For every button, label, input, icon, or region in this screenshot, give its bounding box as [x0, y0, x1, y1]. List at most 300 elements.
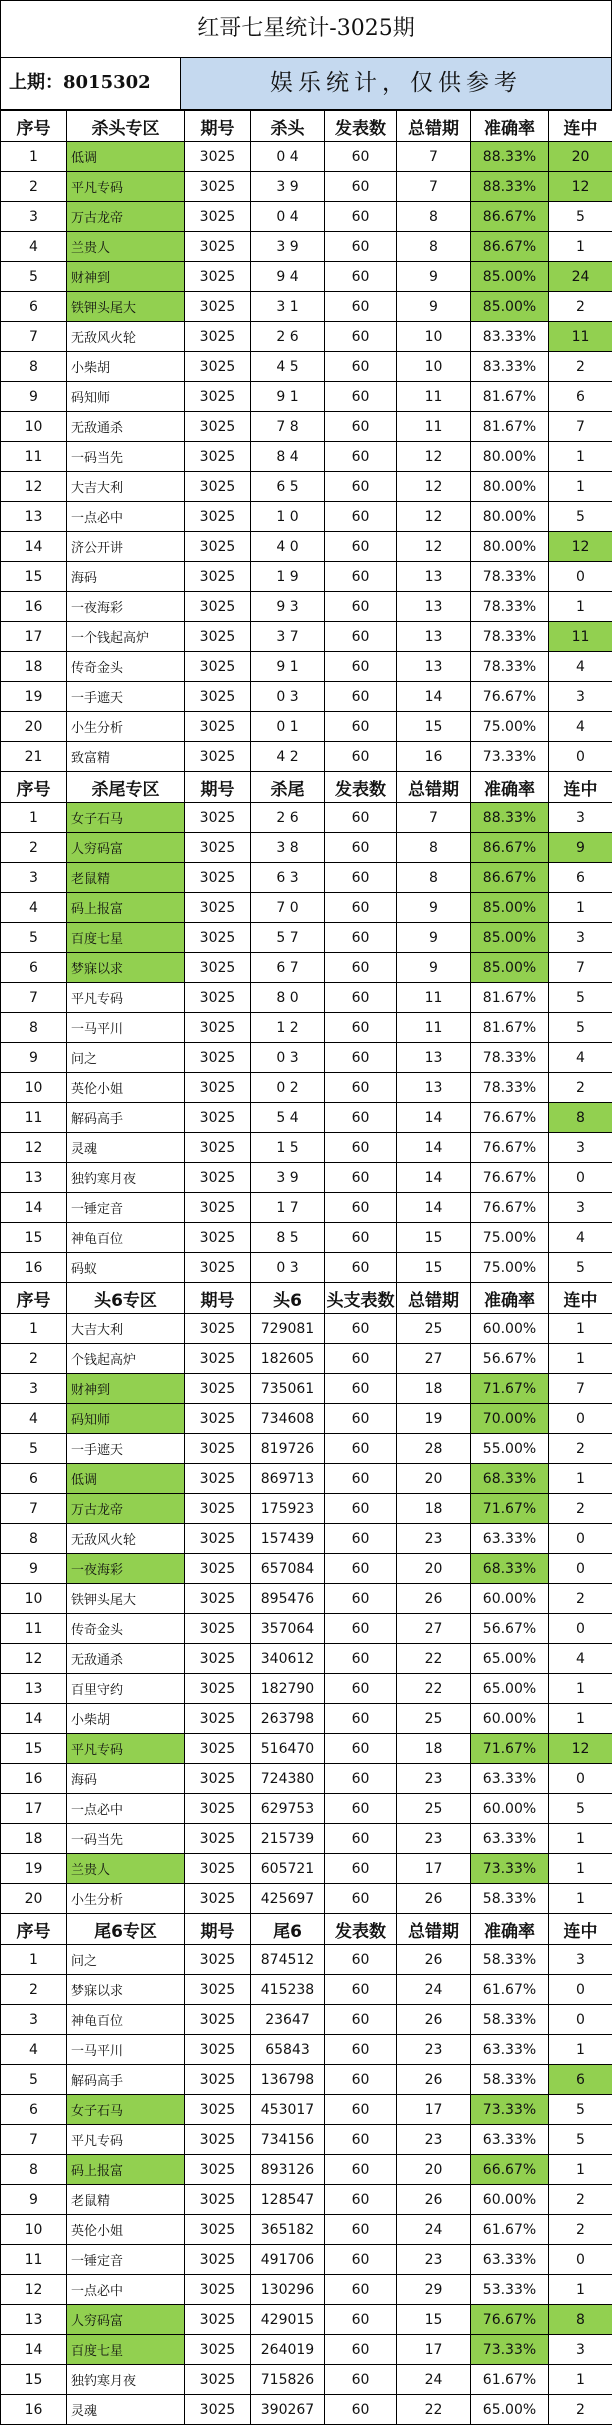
- issue-number-cell: 3025: [185, 1374, 251, 1404]
- published-count-cell: 60: [325, 803, 397, 833]
- streak-cell: 3: [549, 1133, 612, 1163]
- predicted-value-cell: 182790: [251, 1674, 325, 1704]
- streak-cell: 1: [549, 2275, 612, 2305]
- error-count-cell: 8: [397, 232, 471, 262]
- error-count-cell: 14: [397, 1163, 471, 1193]
- error-count-cell: 22: [397, 1674, 471, 1704]
- error-count-cell: 13: [397, 652, 471, 682]
- accuracy-cell: 76.67%: [471, 2305, 549, 2335]
- table-row: [1, 2335, 612, 2365]
- predicted-value-cell: 157439: [251, 1524, 325, 1554]
- accuracy-cell: 81.67%: [471, 412, 549, 442]
- table-row: [1, 1614, 612, 1644]
- predictor-name-cell: 兰贵人: [67, 232, 185, 262]
- accuracy-cell: 73.33%: [471, 2095, 549, 2125]
- streak-cell: 7: [549, 1374, 612, 1404]
- issue-number-cell: 3025: [185, 532, 251, 562]
- published-count-cell: 60: [325, 292, 397, 322]
- table-row: [1, 382, 612, 412]
- stats-table-body: [1, 111, 612, 2425]
- predictor-name-cell: 一锤定音: [67, 1193, 185, 1223]
- predictor-name-cell: 大吉大利: [67, 472, 185, 502]
- table-row: [1, 1404, 612, 1434]
- published-count-cell: 60: [325, 1524, 397, 1554]
- published-count-cell: 60: [325, 2155, 397, 2185]
- streak-cell: 20: [549, 142, 612, 172]
- accuracy-cell: 68.33%: [471, 1464, 549, 1494]
- published-count-cell: 60: [325, 712, 397, 742]
- issue-number-cell: 3025: [185, 2335, 251, 2365]
- predicted-value-cell: 175923: [251, 1494, 325, 1524]
- table-row: [1, 1975, 612, 2005]
- predictor-name-cell: 一码当先: [67, 442, 185, 472]
- table-row: [1, 1434, 612, 1464]
- published-count-cell: 60: [325, 172, 397, 202]
- accuracy-cell: 56.67%: [471, 1344, 549, 1374]
- error-count-cell: 13: [397, 1043, 471, 1073]
- error-count-cell: 7: [397, 803, 471, 833]
- error-count-cell: 26: [397, 2065, 471, 2095]
- predicted-value-cell: 215739: [251, 1824, 325, 1854]
- streak-cell: 1: [549, 472, 612, 502]
- predictor-name-cell: 英伦小姐: [67, 2215, 185, 2245]
- table-row: [1, 2185, 612, 2215]
- streak-cell: 12: [549, 172, 612, 202]
- predicted-value-cell: 869713: [251, 1464, 325, 1494]
- accuracy-cell: 61.67%: [471, 1975, 549, 2005]
- column-header: 发表数: [325, 772, 397, 803]
- issue-number-cell: 3025: [185, 142, 251, 172]
- accuracy-cell: 80.00%: [471, 532, 549, 562]
- predicted-value-cell: 0 4: [251, 142, 325, 172]
- table-row: [1, 2155, 612, 2185]
- error-count-cell: 14: [397, 682, 471, 712]
- accuracy-cell: 78.33%: [471, 1043, 549, 1073]
- streak-cell: 0: [549, 1975, 612, 2005]
- streak-cell: 0: [549, 742, 612, 772]
- column-header: 发表数: [325, 111, 397, 142]
- published-count-cell: 60: [325, 142, 397, 172]
- serial-number-cell: 11: [1, 442, 67, 472]
- streak-cell: 1: [549, 1854, 612, 1884]
- column-header: 期号: [185, 1283, 251, 1314]
- issue-number-cell: 3025: [185, 1854, 251, 1884]
- accuracy-cell: 58.33%: [471, 1884, 549, 1914]
- predicted-value-cell: 724380: [251, 1764, 325, 1794]
- issue-number-cell: 3025: [185, 1945, 251, 1975]
- streak-cell: 1: [549, 1884, 612, 1914]
- published-count-cell: 60: [325, 562, 397, 592]
- streak-cell: 3: [549, 682, 612, 712]
- serial-number-cell: 10: [1, 1584, 67, 1614]
- serial-number-cell: 2: [1, 172, 67, 202]
- error-count-cell: 10: [397, 322, 471, 352]
- streak-cell: 24: [549, 262, 612, 292]
- streak-cell: 1: [549, 1824, 612, 1854]
- predicted-value-cell: 0 2: [251, 1073, 325, 1103]
- accuracy-cell: 83.33%: [471, 322, 549, 352]
- serial-number-cell: 7: [1, 983, 67, 1013]
- column-header: 期号: [185, 111, 251, 142]
- accuracy-cell: 85.00%: [471, 923, 549, 953]
- error-count-cell: 15: [397, 1223, 471, 1253]
- accuracy-cell: 70.00%: [471, 1404, 549, 1434]
- predictor-name-cell: 老鼠精: [67, 2185, 185, 2215]
- published-count-cell: 60: [325, 2095, 397, 2125]
- predictor-name-cell: 传奇金头: [67, 652, 185, 682]
- table-row: [1, 562, 612, 592]
- column-header: 序号: [1, 1283, 67, 1314]
- accuracy-cell: 63.33%: [471, 1524, 549, 1554]
- predicted-value-cell: 263798: [251, 1704, 325, 1734]
- accuracy-cell: 58.33%: [471, 2005, 549, 2035]
- error-count-cell: 8: [397, 863, 471, 893]
- predicted-value-cell: 729081: [251, 1314, 325, 1344]
- error-count-cell: 12: [397, 532, 471, 562]
- error-count-cell: 24: [397, 1975, 471, 2005]
- published-count-cell: 60: [325, 1344, 397, 1374]
- serial-number-cell: 3: [1, 2005, 67, 2035]
- streak-cell: 5: [549, 2095, 612, 2125]
- serial-number-cell: 3: [1, 1374, 67, 1404]
- table-row: [1, 2005, 612, 2035]
- accuracy-cell: 76.67%: [471, 682, 549, 712]
- published-count-cell: 60: [325, 2365, 397, 2395]
- error-count-cell: 27: [397, 1344, 471, 1374]
- serial-number-cell: 4: [1, 2035, 67, 2065]
- table-row: [1, 2095, 612, 2125]
- issue-number-cell: 3025: [185, 2095, 251, 2125]
- streak-cell: 2: [549, 2395, 612, 2425]
- table-row: [1, 953, 612, 983]
- streak-cell: 3: [549, 1193, 612, 1223]
- published-count-cell: 60: [325, 1133, 397, 1163]
- serial-number-cell: 9: [1, 382, 67, 412]
- table-row: [1, 1043, 612, 1073]
- issue-number-cell: 3025: [185, 1344, 251, 1374]
- predictor-name-cell: 一码当先: [67, 1824, 185, 1854]
- issue-number-cell: 3025: [185, 742, 251, 772]
- issue-number-cell: 3025: [185, 953, 251, 983]
- serial-number-cell: 4: [1, 1404, 67, 1434]
- predicted-value-cell: 6 3: [251, 863, 325, 893]
- section-header-row: [1, 772, 612, 803]
- table-row: [1, 742, 612, 772]
- issue-number-cell: 3025: [185, 2305, 251, 2335]
- accuracy-cell: 71.67%: [471, 1374, 549, 1404]
- issue-number-cell: 3025: [185, 2365, 251, 2395]
- accuracy-cell: 81.67%: [471, 382, 549, 412]
- published-count-cell: 60: [325, 382, 397, 412]
- serial-number-cell: 6: [1, 953, 67, 983]
- streak-cell: 9: [549, 833, 612, 863]
- table-row: [1, 1524, 612, 1554]
- predictor-name-cell: 梦寐以求: [67, 1975, 185, 2005]
- predicted-value-cell: 9 4: [251, 262, 325, 292]
- issue-number-cell: 3025: [185, 202, 251, 232]
- predictor-name-cell: 一马平川: [67, 2035, 185, 2065]
- serial-number-cell: 4: [1, 893, 67, 923]
- column-header: 总错期: [397, 111, 471, 142]
- table-row: [1, 1704, 612, 1734]
- streak-cell: 5: [549, 2125, 612, 2155]
- section-header-row: [1, 1914, 612, 1945]
- serial-number-cell: 1: [1, 1945, 67, 1975]
- serial-number-cell: 19: [1, 682, 67, 712]
- issue-number-cell: 3025: [185, 2215, 251, 2245]
- predictor-name-cell: 无敌风火轮: [67, 322, 185, 352]
- issue-number-cell: 3025: [185, 682, 251, 712]
- predicted-value-cell: 0 1: [251, 712, 325, 742]
- published-count-cell: 60: [325, 1704, 397, 1734]
- streak-cell: 3: [549, 1945, 612, 1975]
- predicted-value-cell: 264019: [251, 2335, 325, 2365]
- error-count-cell: 15: [397, 2305, 471, 2335]
- streak-cell: 1: [549, 893, 612, 923]
- accuracy-cell: 76.67%: [471, 1103, 549, 1133]
- accuracy-cell: 60.00%: [471, 1794, 549, 1824]
- streak-cell: 1: [549, 442, 612, 472]
- predictor-name-cell: 财神到: [67, 262, 185, 292]
- issue-number-cell: 3025: [185, 1494, 251, 1524]
- table-row: [1, 1223, 612, 1253]
- predictor-name-cell: 个钱起高炉: [67, 1344, 185, 1374]
- table-row: [1, 622, 612, 652]
- column-header: 杀头专区: [67, 111, 185, 142]
- serial-number-cell: 5: [1, 1434, 67, 1464]
- error-count-cell: 26: [397, 2005, 471, 2035]
- predictor-name-cell: 传奇金头: [67, 1614, 185, 1644]
- column-header: 准确率: [471, 772, 549, 803]
- accuracy-cell: 76.67%: [471, 1163, 549, 1193]
- serial-number-cell: 16: [1, 1253, 67, 1283]
- table-row: [1, 1013, 612, 1043]
- accuracy-cell: 75.00%: [471, 1223, 549, 1253]
- serial-number-cell: 8: [1, 1013, 67, 1043]
- predictor-name-cell: 女子石马: [67, 803, 185, 833]
- predictor-name-cell: 一手遮天: [67, 682, 185, 712]
- error-count-cell: 26: [397, 2185, 471, 2215]
- predictor-name-cell: 问之: [67, 1945, 185, 1975]
- accuracy-cell: 73.33%: [471, 742, 549, 772]
- issue-number-cell: 3025: [185, 412, 251, 442]
- column-header: 准确率: [471, 111, 549, 142]
- serial-number-cell: 8: [1, 1524, 67, 1554]
- error-count-cell: 26: [397, 1884, 471, 1914]
- previous-issue-label: 上期：8015302: [1, 58, 181, 109]
- predicted-value-cell: 390267: [251, 2395, 325, 2425]
- published-count-cell: 60: [325, 2215, 397, 2245]
- streak-cell: 0: [549, 2005, 612, 2035]
- accuracy-cell: 63.33%: [471, 2245, 549, 2275]
- column-header: 期号: [185, 772, 251, 803]
- published-count-cell: 60: [325, 923, 397, 953]
- issue-number-cell: 3025: [185, 1704, 251, 1734]
- accuracy-cell: 58.33%: [471, 1945, 549, 1975]
- table-row: [1, 1794, 612, 1824]
- published-count-cell: 60: [325, 682, 397, 712]
- table-row: [1, 2365, 612, 2395]
- error-count-cell: 15: [397, 1253, 471, 1283]
- table-row: [1, 1945, 612, 1975]
- serial-number-cell: 5: [1, 923, 67, 953]
- streak-cell: 0: [549, 1614, 612, 1644]
- table-row: [1, 1584, 612, 1614]
- issue-number-cell: 3025: [185, 863, 251, 893]
- published-count-cell: 60: [325, 1464, 397, 1494]
- column-header: 准确率: [471, 1914, 549, 1945]
- published-count-cell: 60: [325, 322, 397, 352]
- predicted-value-cell: 453017: [251, 2095, 325, 2125]
- issue-number-cell: 3025: [185, 1223, 251, 1253]
- error-count-cell: 13: [397, 1073, 471, 1103]
- predicted-value-cell: 895476: [251, 1584, 325, 1614]
- serial-number-cell: 19: [1, 1854, 67, 1884]
- predicted-value-cell: 9 3: [251, 592, 325, 622]
- error-count-cell: 13: [397, 562, 471, 592]
- serial-number-cell: 20: [1, 1884, 67, 1914]
- predictor-name-cell: 财神到: [67, 1374, 185, 1404]
- predictor-name-cell: 济公开讲: [67, 532, 185, 562]
- accuracy-cell: 60.00%: [471, 1314, 549, 1344]
- serial-number-cell: 6: [1, 2095, 67, 2125]
- serial-number-cell: 13: [1, 1674, 67, 1704]
- table-row: [1, 202, 612, 232]
- error-count-cell: 12: [397, 472, 471, 502]
- issue-number-cell: 3025: [185, 1524, 251, 1554]
- predictor-name-cell: 平凡专码: [67, 983, 185, 1013]
- issue-number-cell: 3025: [185, 1103, 251, 1133]
- error-count-cell: 23: [397, 2125, 471, 2155]
- issue-number-cell: 3025: [185, 1794, 251, 1824]
- streak-cell: 5: [549, 1794, 612, 1824]
- issue-number-cell: 3025: [185, 1013, 251, 1043]
- predictor-name-cell: 一夜海彩: [67, 1554, 185, 1584]
- column-header: 杀尾: [251, 772, 325, 803]
- predictor-name-cell: 灵魂: [67, 1133, 185, 1163]
- issue-number-cell: 3025: [185, 712, 251, 742]
- accuracy-cell: 76.67%: [471, 1193, 549, 1223]
- predicted-value-cell: 7 0: [251, 893, 325, 923]
- error-count-cell: 20: [397, 1554, 471, 1584]
- table-row: [1, 1073, 612, 1103]
- accuracy-cell: 78.33%: [471, 652, 549, 682]
- summary-row: [0, 58, 612, 110]
- column-header: 总错期: [397, 772, 471, 803]
- table-row: [1, 1884, 612, 1914]
- predicted-value-cell: 7 8: [251, 412, 325, 442]
- serial-number-cell: 15: [1, 1223, 67, 1253]
- error-count-cell: 28: [397, 1434, 471, 1464]
- streak-cell: 3: [549, 923, 612, 953]
- issue-number-cell: 3025: [185, 1314, 251, 1344]
- issue-number-cell: 3025: [185, 1884, 251, 1914]
- table-row: [1, 923, 612, 953]
- predicted-value-cell: 4 2: [251, 742, 325, 772]
- error-count-cell: 13: [397, 592, 471, 622]
- issue-number-cell: 3025: [185, 1253, 251, 1283]
- accuracy-cell: 88.33%: [471, 803, 549, 833]
- streak-cell: 4: [549, 1223, 612, 1253]
- predicted-value-cell: 0 3: [251, 1043, 325, 1073]
- predictor-name-cell: 老鼠精: [67, 863, 185, 893]
- issue-number-cell: 3025: [185, 1614, 251, 1644]
- published-count-cell: 60: [325, 202, 397, 232]
- error-count-cell: 10: [397, 352, 471, 382]
- accuracy-cell: 63.33%: [471, 1764, 549, 1794]
- table-row: [1, 292, 612, 322]
- published-count-cell: 60: [325, 1043, 397, 1073]
- issue-number-cell: 3025: [185, 2245, 251, 2275]
- predicted-value-cell: 9 1: [251, 652, 325, 682]
- accuracy-cell: 75.00%: [471, 1253, 549, 1283]
- issue-number-cell: 3025: [185, 1584, 251, 1614]
- serial-number-cell: 3: [1, 863, 67, 893]
- error-count-cell: 17: [397, 2095, 471, 2125]
- streak-cell: 8: [549, 2305, 612, 2335]
- table-row: [1, 1494, 612, 1524]
- predictor-name-cell: 海码: [67, 1764, 185, 1794]
- accuracy-cell: 65.00%: [471, 2395, 549, 2425]
- predicted-value-cell: 1 9: [251, 562, 325, 592]
- issue-number-cell: 3025: [185, 472, 251, 502]
- predictor-name-cell: 神龟百位: [67, 1223, 185, 1253]
- error-count-cell: 22: [397, 1644, 471, 1674]
- predictor-name-cell: 一个钱起高炉: [67, 622, 185, 652]
- disclaimer-banner: 娱乐统计，仅供参考: [181, 58, 611, 109]
- streak-cell: 12: [549, 532, 612, 562]
- published-count-cell: 60: [325, 1644, 397, 1674]
- serial-number-cell: 12: [1, 1133, 67, 1163]
- table-row: [1, 833, 612, 863]
- table-row: [1, 893, 612, 923]
- table-row: [1, 322, 612, 352]
- streak-cell: 0: [549, 1524, 612, 1554]
- issue-number-cell: 3025: [185, 2035, 251, 2065]
- error-count-cell: 26: [397, 1584, 471, 1614]
- streak-cell: 6: [549, 863, 612, 893]
- issue-number-cell: 3025: [185, 1133, 251, 1163]
- serial-number-cell: 11: [1, 2245, 67, 2275]
- streak-cell: 3: [549, 803, 612, 833]
- published-count-cell: 60: [325, 1073, 397, 1103]
- column-header: 总错期: [397, 1283, 471, 1314]
- accuracy-cell: 73.33%: [471, 2335, 549, 2365]
- published-count-cell: 60: [325, 1824, 397, 1854]
- error-count-cell: 11: [397, 382, 471, 412]
- published-count-cell: 60: [325, 1794, 397, 1824]
- issue-number-cell: 3025: [185, 2065, 251, 2095]
- accuracy-cell: 55.00%: [471, 1434, 549, 1464]
- error-count-cell: 26: [397, 1945, 471, 1975]
- predicted-value-cell: 874512: [251, 1945, 325, 1975]
- accuracy-cell: 61.67%: [471, 2215, 549, 2245]
- accuracy-cell: 68.33%: [471, 1554, 549, 1584]
- serial-number-cell: 17: [1, 622, 67, 652]
- table-row: [1, 1854, 612, 1884]
- error-count-cell: 23: [397, 1524, 471, 1554]
- streak-cell: 1: [549, 1674, 612, 1704]
- predictor-name-cell: 海码: [67, 562, 185, 592]
- published-count-cell: 60: [325, 833, 397, 863]
- column-header: 头6: [251, 1283, 325, 1314]
- predictor-name-cell: 万古龙帝: [67, 202, 185, 232]
- issue-number-cell: 3025: [185, 322, 251, 352]
- accuracy-cell: 88.33%: [471, 172, 549, 202]
- predicted-value-cell: 6 5: [251, 472, 325, 502]
- predictor-name-cell: 铁钾头尾大: [67, 292, 185, 322]
- accuracy-cell: 86.67%: [471, 232, 549, 262]
